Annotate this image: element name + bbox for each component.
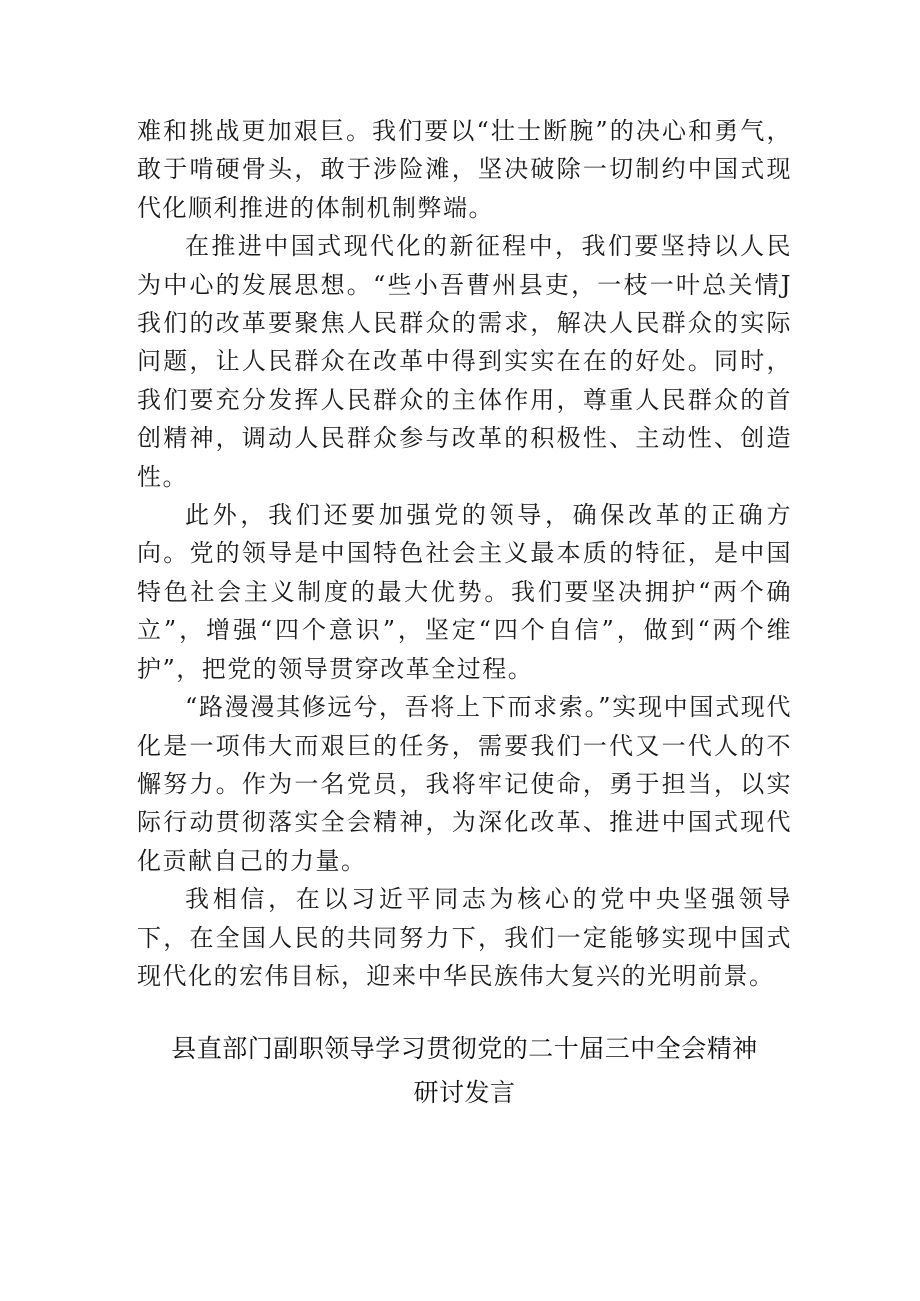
- paragraph-1: 难和挑战更加艰巨。我们要以“壮士断腕”的决心和勇气，敢于啃硬骨头，敢于涉险滩，坚决破除一切制约中国式现代化顺利推进的体制机制弊端。: [137, 117, 792, 222]
- paragraph-3: 此外，我们还要加强党的领导，确保改革的正确方向。党的领导是中国特色社会主义最本质的特征，是中国特色社会主义制度的最大优势。我们要坚决拥护“两个确立”，增强“四个意识”，坚定“四个自信”，做到“两个维护”，把党的领导贯穿改革全过程。: [137, 501, 792, 683]
- title-line-2: 研讨发言: [413, 1078, 516, 1107]
- title-line-1: 县直部门副职领导学习贯彻党的二十届三中全会精神: [171, 1034, 758, 1063]
- article-body: [137, 112, 792, 995]
- paragraph-4: “路漫漫其修远兮，吾将上下而求索。”实现中国式现代化是一项伟大而艰巨的任务，需要我们一代又一代人的不懈努力。作为一名党员，我将牢记使命，勇于担当，以实际行动贯彻落实全会精神，为深化改革、推进中国式现代化贡献自己的力量。: [137, 693, 792, 875]
- paragraph-2: 在推进中国式现代化的新征程中，我们要坚持以人民为中心的发展思想。“些小吾曹州县吏，一枝一叶总关情J我们的改革要聚焦人民群众的需求，解决人民群众的实际问题，让人民群众在改革中得到实实在在的好处。同时，我们要充分发挥人民群众的主体作用，尊重人民群众的首创精神，调动人民群众参与改革的积极性、主动性、创造性。: [137, 232, 792, 491]
- next-article-title: [137, 1027, 792, 1115]
- paragraph-5: 我相信，在以习近平同志为核心的党中央坚强领导下，在全国人民的共同努力下，我们一定能够实现中国式现代化的宏伟目标，迎来中华民族伟大复兴的光明前景。: [137, 885, 792, 990]
